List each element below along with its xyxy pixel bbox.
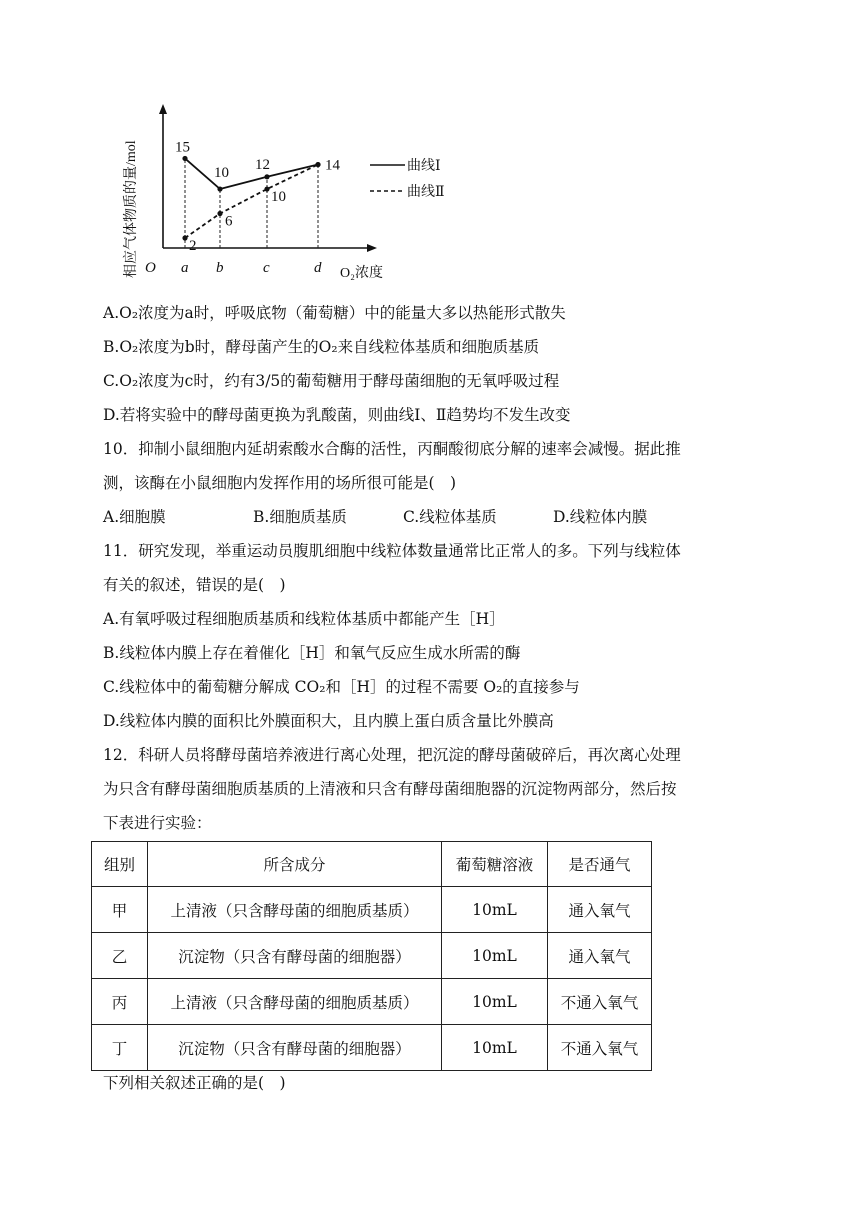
data-label: 2 <box>189 238 197 254</box>
table-cell: 通入氧气 <box>548 887 652 933</box>
q12-stem-line1: 12．科研人员将酵母菌培养液进行离心处理，把沉淀的酵母菌破碎后，再次离心处理 <box>103 746 681 764</box>
o2-gas-chart <box>115 100 445 285</box>
x-tick-label: b <box>216 260 224 276</box>
q11-stem-line1: 11．研究发现，举重运动员腹肌细胞中线粒体数量通常比正常人的多。下列与线粒体 <box>103 542 681 560</box>
data-label: 6 <box>225 213 233 230</box>
table-cell: 不通入氧气 <box>548 1025 652 1071</box>
q11-option-a: A.有氧呼吸过程细胞质基质和线粒体基质中都能产生［H］ <box>103 610 505 628</box>
y-axis-label: 相应气体物质的量/mol <box>124 140 139 278</box>
data-point <box>217 211 222 216</box>
x-tick-label: d <box>314 260 322 276</box>
header-cell: 所含成分 <box>148 842 442 887</box>
q11-option-b: B.线粒体内膜上存在着催化［H］和氧气反应生成水所需的酶 <box>103 644 521 662</box>
q9-option-d: D.若将实验中的酵母菌更换为乳酸菌，则曲线Ⅰ、Ⅱ趋势均不发生改变 <box>103 406 571 424</box>
data-label: 10 <box>271 189 286 206</box>
q9-option-b: B.O₂浓度为b时，酵母菌产生的O₂来自线粒体基质和细胞质基质 <box>103 338 540 356</box>
data-label: 12 <box>255 156 270 173</box>
q10-option-d: D.线粒体内膜 <box>553 508 648 526</box>
table-cell: 10mL <box>442 933 548 979</box>
table-cell: 10mL <box>442 979 548 1025</box>
q11-option-d: D.线粒体内膜的面积比外膜面积大，且内膜上蛋白质含量比外膜高 <box>103 712 554 730</box>
experiment-table <box>91 841 652 1071</box>
data-point <box>182 235 187 240</box>
q12-stem-line2: 为只含有酵母菌细胞质基质的上清液和只含有酵母菌细胞器的沉淀物两部分，然后按 <box>103 780 677 798</box>
data-label: 10 <box>214 165 229 182</box>
q11-option-c: C.线粒体中的葡萄糖分解成 CO₂和［H］的过程不需要 O₂的直接参与 <box>103 678 580 696</box>
q9-option-c: C.O₂浓度为c时，约有3/5的葡萄糖用于酵母菌细胞的无氧呼吸过程 <box>103 372 560 390</box>
origin-label: O <box>145 260 156 276</box>
table-cell: 不通入氧气 <box>548 979 652 1025</box>
q11-stem-line2: 有关的叙述，错误的是( ) <box>103 576 286 594</box>
x-tick-label: a <box>181 260 189 276</box>
q12-question-prompt: 下列相关叙述正确的是( ) <box>103 1074 286 1092</box>
q12-stem-line3: 下表进行实验： <box>103 814 212 832</box>
data-point <box>182 156 187 161</box>
table-cell: 10mL <box>442 887 548 933</box>
header-cell: 组别 <box>92 842 148 887</box>
data-point <box>315 162 320 167</box>
x-tick-label: c <box>263 260 270 276</box>
table-cell: 沉淀物（只含有酵母菌的细胞器） <box>148 1025 442 1071</box>
table-row <box>92 933 652 979</box>
q10-option-b: B.细胞质基质 <box>253 508 347 526</box>
legend-label: 曲线Ⅱ <box>407 185 445 200</box>
table-cell: 上清液（只含酵母菌的细胞质基质） <box>148 979 442 1025</box>
table-cell: 沉淀物（只含有酵母菌的细胞器） <box>148 933 442 979</box>
table-cell: 甲 <box>92 887 148 933</box>
data-point <box>217 186 222 191</box>
table-cell: 上清液（只含酵母菌的细胞质基质） <box>148 887 442 933</box>
q10-option-a: A.细胞膜 <box>103 508 166 526</box>
table-header-row <box>92 842 652 887</box>
data-label: 15 <box>175 139 190 156</box>
header-cell: 葡萄糖溶液 <box>442 842 548 887</box>
table-row <box>92 979 652 1025</box>
legend-label: 曲线Ⅰ <box>407 159 441 174</box>
header-cell: 是否通气 <box>548 842 652 887</box>
x-axis-label: O₂浓度 <box>340 266 383 281</box>
table-cell: 通入氧气 <box>548 933 652 979</box>
table-cell: 丙 <box>92 979 148 1025</box>
table-cell: 丁 <box>92 1025 148 1071</box>
y-axis-arrow <box>159 104 167 114</box>
table-row <box>92 887 652 933</box>
table-cell: 10mL <box>442 1025 548 1071</box>
x-axis-arrow <box>367 244 377 252</box>
q9-option-a: A.O₂浓度为a时，呼吸底物（葡萄糖）中的能量大多以热能形式散失 <box>103 304 566 322</box>
table-cell: 乙 <box>92 933 148 979</box>
table-row <box>92 1025 652 1071</box>
data-point <box>264 174 269 179</box>
series-line <box>185 158 318 189</box>
chart-marks <box>175 139 341 254</box>
q10-stem-line2: 测，该酶在小鼠细胞内发挥作用的场所很可能是( ) <box>103 474 457 492</box>
q10-stem-line1: 10．抑制小鼠细胞内延胡索酸水合酶的活性，丙酮酸彻底分解的速率会减慢。据此推 <box>103 440 681 458</box>
q10-option-c: C.线粒体基质 <box>403 508 497 526</box>
data-point <box>264 186 269 191</box>
data-label: 14 <box>325 157 340 174</box>
